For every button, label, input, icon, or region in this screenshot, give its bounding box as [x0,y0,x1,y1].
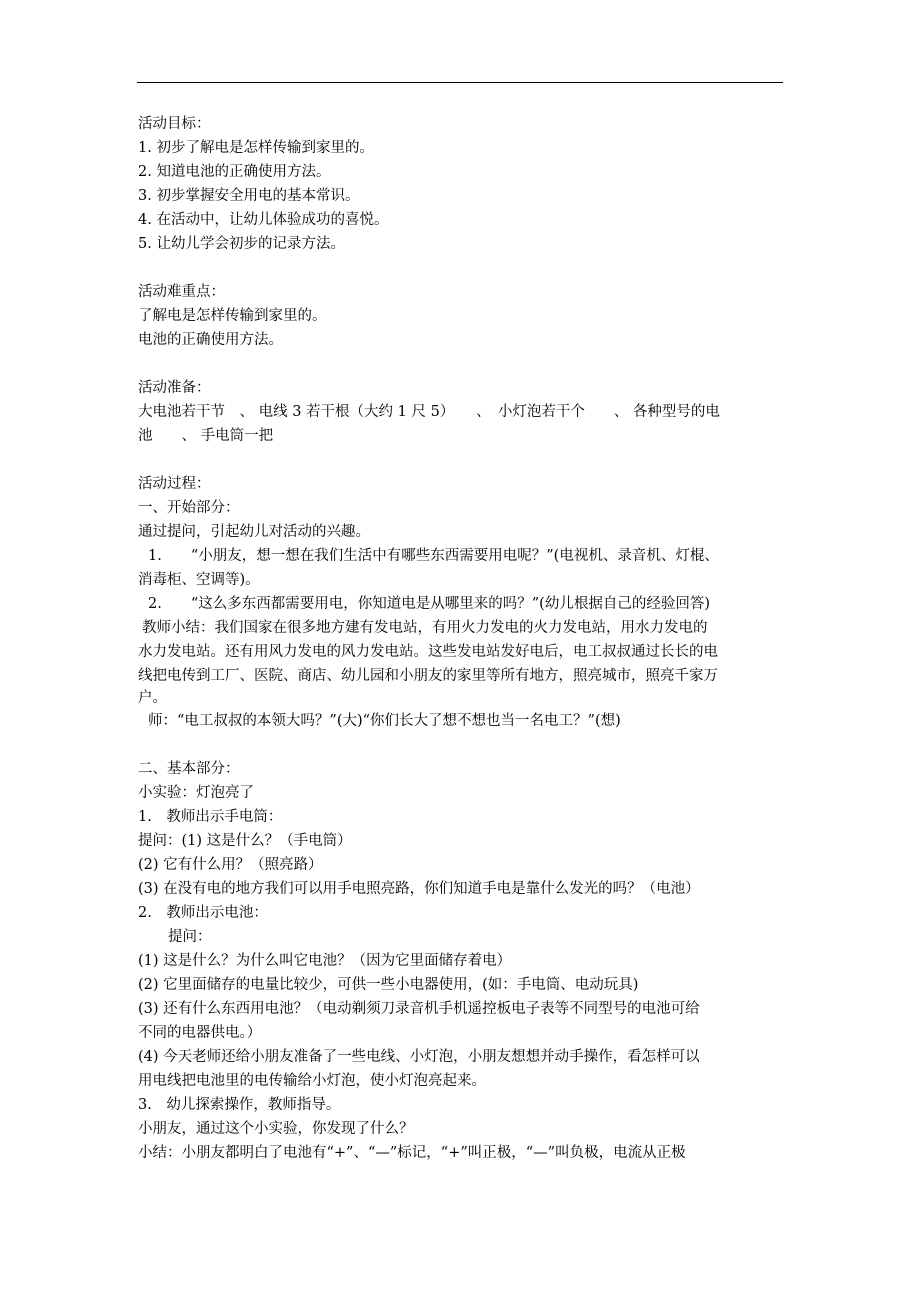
goal-item-5: 5. 让幼儿学会初步的记录方法。 [138,236,345,252]
step-3: 3. 幼儿探索操作，教师指导。 [138,1097,341,1113]
step-2: 2. 教师出示电池： [138,905,268,921]
step-2-question-3-line-1: (3) 还有什么东西用电池？（电动剃须刀录音机手机遥控板电子表等不同型号的电池可给 [138,1001,700,1017]
spacer [138,448,788,472]
key-point-2: 电池的正确使用方法。 [138,332,283,348]
goals-heading: 活动目标： [138,116,211,132]
final-summary: 小结：小朋友都明白了电池有“+”、“—”标记，“+”叫正极，“—”叫负极，电流从正极 [138,1145,686,1161]
spacer [138,352,788,376]
goal-item-3: 3. 初步掌握安全用电的基本常识。 [138,188,360,204]
step-2-question-3-line-2: 不同的电器供电。） [138,1025,262,1041]
part2-heading: 二、基本部分： [138,761,240,777]
step-1-question-1: 提问：(1) 这是什么？（手电筒） [138,833,352,849]
part1-question-1-line-1: 1. “小朋友，想一想在我们生活中有哪些东西需要用电呢？”(电视机、录音机、灯棍、 [148,548,719,564]
part1-intro: 通过提问，引起幼儿对活动的兴趣。 [138,524,370,540]
experiment-title: 小实验：灯泡亮了 [138,785,254,801]
step-1: 1. 教师出示手电筒： [138,809,283,825]
teacher-dialogue: 师：“电工叔叔的本领大吗？”(大)“你们长大了想不想也当一名电工？”(想) [148,713,621,729]
process-heading: 活动过程： [138,476,211,492]
preparation-line-1: 大电池若干节 、 电线 3 若干根（大约 1 尺 5） 、 小灯泡若干个 、 各种型号的电 [138,404,720,420]
teacher-summary-line-1: 教师小结：我们国家在很多地方建有发电站，有用火力发电的火力发电站，用水力发电的 [142,620,708,636]
teacher-summary-line-2: 水力发电站。还有用风力发电的风力发电站。这些发电站发好电后，电工叔叔通过长长的电 [138,644,718,660]
document-body [138,112,788,1165]
part1-question-1-line-2: 消毒柜、空调等)。 [138,572,260,588]
goal-item-4: 4. 在活动中，让幼儿体验成功的喜悦。 [138,212,389,228]
key-point-1: 了解电是怎样传输到家里的。 [138,308,327,324]
goal-item-2: 2. 知道电池的正确使用方法。 [138,164,331,180]
step-1-question-3: (3) 在没有电的地方我们可以用手电照亮路，你们知道手电是靠什么发光的吗？（电池） [138,881,700,897]
step-2-ask: 提问： [168,929,212,945]
step-2-question-1: (1) 这是什么？为什么叫它电池？（因为它里面储存着电） [138,953,512,969]
header-rule [137,82,783,83]
teacher-summary-line-3: 线把电传到工厂、医院、商店、幼儿园和小朋友的家里等所有地方，照亮城市，照亮千家万 [138,668,718,684]
step-2-question-4-line-1: (4) 今天老师还给小朋友准备了一些电线、小灯泡，小朋友想想并动手操作，看怎样可以 [138,1049,700,1065]
discovery-question: 小朋友，通过这个小实验，你发现了什么？ [138,1121,414,1137]
part1-question-2: 2. “这么多东西都需要用电，你知道电是从哪里来的吗？”(幼儿根据自己的经验回答) [148,596,710,612]
teacher-summary-line-4: 户。 [138,690,167,706]
preparation-line-2: 池 、 手电筒一把 [138,428,274,444]
part1-heading: 一、开始部分： [138,500,240,516]
preparation-heading: 活动准备： [138,380,211,396]
goal-item-1: 1. 初步了解电是怎样传输到家里的。 [138,140,374,156]
spacer [138,733,788,757]
key-points-heading: 活动难重点： [138,284,225,300]
step-2-question-4-line-2: 用电线把电池里的电传输给小灯泡，使小灯泡亮起来。 [138,1073,486,1089]
spacer [138,256,788,280]
step-1-question-2: (2) 它有什么用？（照亮路） [138,857,323,873]
step-2-question-2: (2) 它里面储存的电量比较少，可供一些小电器使用，(如：手电筒、电动玩具) [138,977,639,993]
